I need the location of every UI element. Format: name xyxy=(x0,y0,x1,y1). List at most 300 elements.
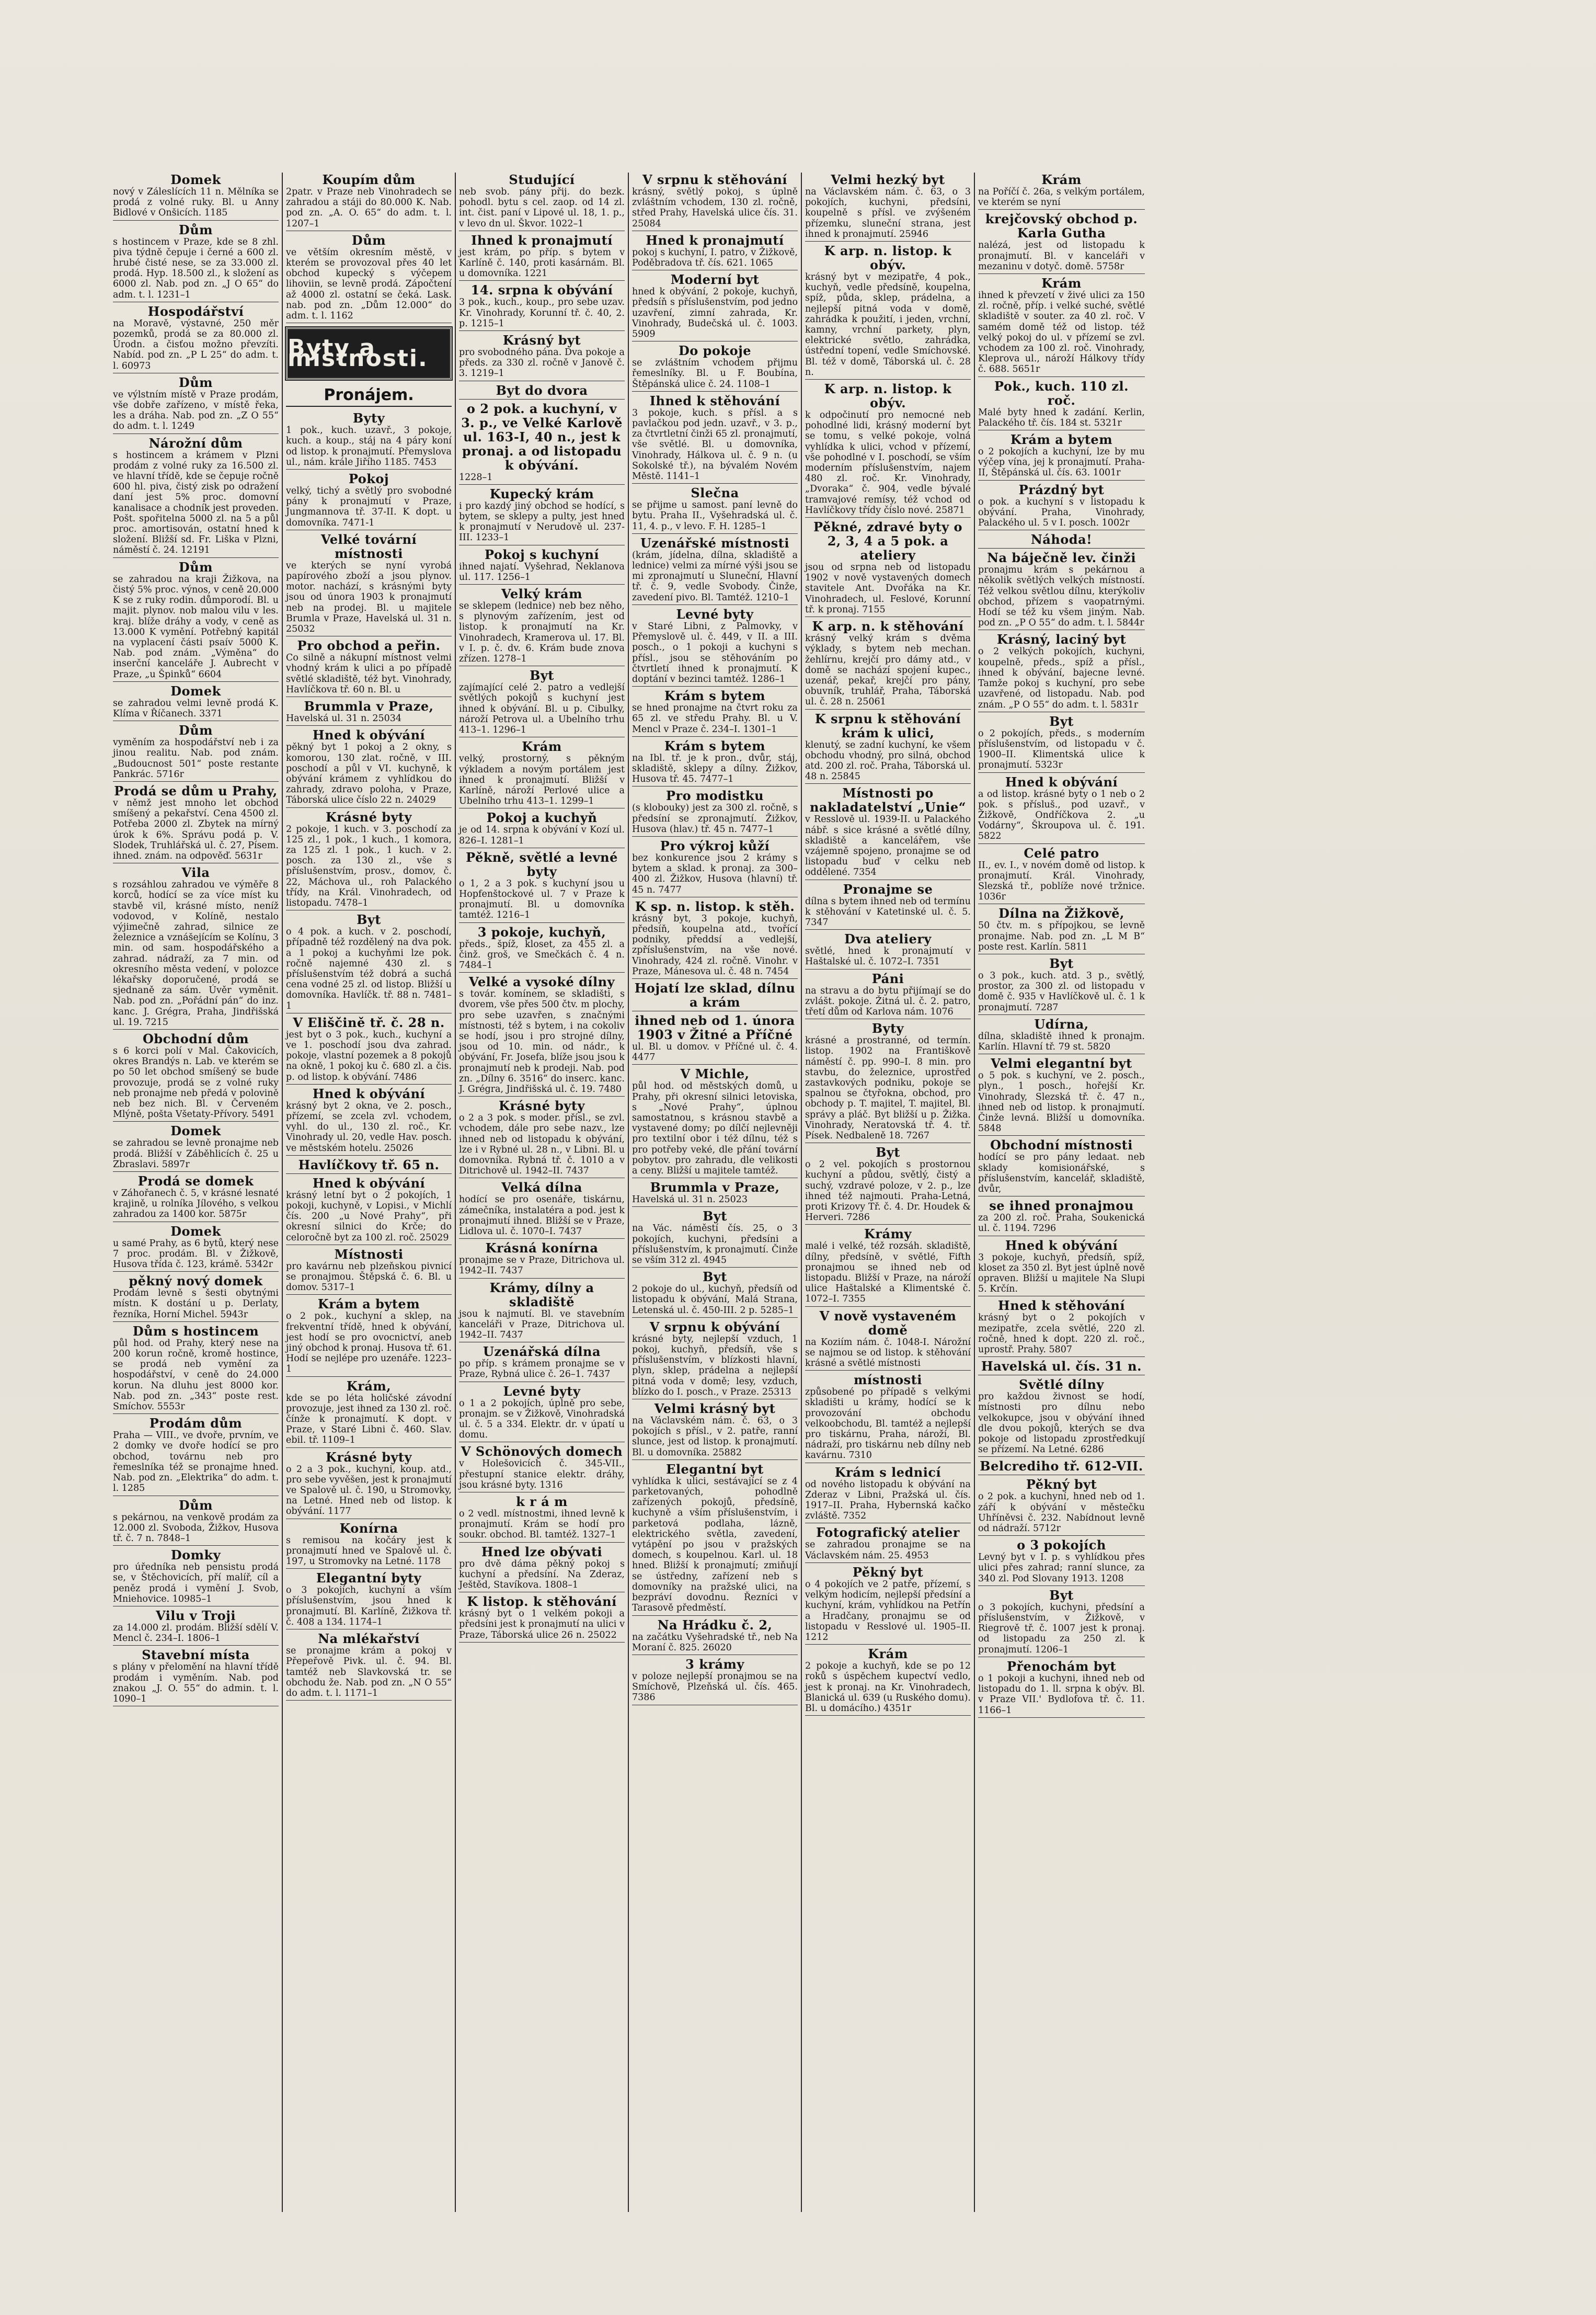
ad-body: Co silně a nákupní místnost velmi vhodný krám k ulici a po případě světlé skladiště, též byt. Vinohrady, Havlíčkova tř. 60 n. Bl. u xyxy=(286,653,452,695)
classified-ad xyxy=(459,1545,625,1593)
ad-heading: Páni xyxy=(871,971,904,986)
ad-body: jsou od srpna neb od listopadu 1902 v nově vystavených domech stavitele Ant. Dvořáka na Kr. Vinohradech, ul. Feslové, Korunní tř. k pronaj. 7155 xyxy=(805,562,971,615)
classified-ad xyxy=(978,1538,1145,1586)
ad-heading: Uzenářská dílna xyxy=(483,1344,601,1360)
ad-heading: Hospodářství xyxy=(147,303,244,319)
ad-body: na Koziím nám. č. 1048-I. Nárožní se najmou se od listop. k stěhování krásné a světlé místnosti xyxy=(805,1337,971,1369)
ad-heading: Dílna na Žižkově, xyxy=(998,906,1124,921)
ad-heading: Brummla v Praze, xyxy=(650,1180,780,1195)
classified-ad xyxy=(632,689,798,737)
ad-heading: Dům xyxy=(178,374,213,390)
ad-heading: Krám xyxy=(868,1646,908,1662)
ad-heading: Pokoj a kuchyň xyxy=(486,810,598,826)
ad-body: a od listop. krásné byty o 1 neb o 2 pok. s přísluš., pod uzavř., v Žižkově, Ondříčkova 2. „u Vodárny“, Škroupova ul. č. 191. 5822 xyxy=(978,789,1145,842)
ad-body: o 3 pokojích, kuchyni, předsíní a příslušenstvím, v Žižkově, v Riegrově tř. č. 1007 jest k pronaj. od listopadu za 250 zl. k pronajmutí. 1206–1 xyxy=(978,1602,1145,1655)
ad-body: v Holešovicích č. 345-VII., přestupní stanice elektr. dráhy, jsou krásné byty. 1316 xyxy=(459,1458,625,1490)
ad-heading: Krám xyxy=(1041,276,1082,291)
classified-ad xyxy=(805,1525,971,1563)
ad-body: se zvláštním vchodem přijmu řemeslníky. Bl. u F. Boubína, Štěpánská ulice č. 24. 1108–1 xyxy=(632,358,798,390)
classified-ad xyxy=(459,975,625,1097)
ad-body: ve výlstním místě v Praze prodám, vše dobře zařízeno, v místě řeka, les a dráha. Nab. pod zn. „Z O 55“ do adm. t. l. 1249 xyxy=(113,389,279,432)
ad-heading: Brummla v Praze, xyxy=(304,699,434,714)
ad-heading: Obchodní místnosti xyxy=(990,1137,1133,1153)
classified-ad xyxy=(632,173,798,231)
classified-ad xyxy=(805,1021,971,1143)
ad-body: o 2 vedl. místnostmi, ihned levně k pronajmutí. Krám se hodí pro soukr. obchod. Bl. tamtéž. 1327–1 xyxy=(459,1509,625,1541)
classified-ad xyxy=(978,1298,1145,1357)
ad-body: na Václavském nám. č. 63, o 3 pokojích, kuchyni, předsíni, koupelně s přísl. ve zvýšeném přízemku, sluneční strana, jest ihned k pronajmutí. 25946 xyxy=(805,187,971,240)
ad-body: o 4 pokojích ve 2 patře, přízemí, s velkým hodicím, nejlepší předsíní a kuchyní, krám, vyhlídkou na Petřín a Hradčany, pronajmu se od listopadu v Resslové ul. 1905–II. 1212 xyxy=(805,1579,971,1643)
classified-ad xyxy=(113,560,279,682)
classified-ad xyxy=(978,276,1145,377)
classified-ad xyxy=(113,1174,279,1222)
ad-heading: Dům s hostincem xyxy=(132,1323,259,1339)
ad-heading: V Eliščině tř. č. 28 n. xyxy=(293,1014,445,1030)
ad-body: pro každou živnost se hodí, místnosti pro dílnu nebo velkokupce, jsou v obývání ihned dle dvou pokojů, kterých se dva pokoje od listopadu zprostředkují se přízemí. Na Letné. 6286 xyxy=(978,1392,1145,1455)
classified-ad xyxy=(632,1209,798,1268)
ad-body: Praha — VIII., ve dvoře, prvním, ve 2 domky ve dvoře hodící se pro obchod, továrnu neb pro řemeslníka též se pronajme hned. Nab. pod zn. „Elektrika“ do adm. t. l. 1285 xyxy=(113,1430,279,1494)
ad-heading: Byt xyxy=(530,668,554,683)
ad-heading: Krásné byty xyxy=(326,809,412,825)
classified-ad xyxy=(286,1379,452,1448)
ad-heading: Pok., kuch. 110 zl. roč. xyxy=(994,378,1129,408)
ad-heading: o 3 pokojích xyxy=(1017,1537,1106,1553)
ad-heading: Světlé dílny xyxy=(1019,1377,1104,1393)
classified-ad xyxy=(113,1324,279,1414)
classified-ad xyxy=(459,1241,625,1278)
ad-body: o 2 pokojích a kuchyní, lze by mu výčep vína, jej k pronajmutí. Praha-II, Štěpánská ul. čís. 63. 1001r xyxy=(978,447,1145,478)
classified-ad xyxy=(459,283,625,331)
classified-ad xyxy=(286,1450,452,1519)
ad-body: na Vác. náměstí čís. 25, o 3 pokojích, kuchyni, předsíni a příslušenstvím, k pronajmutí. Činže se vším 312 zl. 4945 xyxy=(632,1223,798,1266)
ad-heading: Konírna xyxy=(339,1520,398,1536)
ad-heading: Dům xyxy=(351,232,386,248)
classified-ad xyxy=(286,472,452,530)
ad-body: předs., špíž, kloset, za 455 zl. a činž. groš, ve Smečkách č. 4 n. 7484–1 xyxy=(459,939,625,971)
classified-ad xyxy=(632,536,798,605)
classified-ad xyxy=(286,728,452,807)
ad-body: pronajmu krám s pekárnou a několik světlých velkých místností. Též velkou světlou dílnu, kterýkoliv obchod, přízem s vaopatrnými. Hodí se též ku všem jiným. Nab. pod zn. „P O 55“ do adm. t. l. 5844r xyxy=(978,565,1145,629)
ad-body: světlé, hned k pronajmutí v Haštalské ul. č. 1072–I. 7351 xyxy=(805,946,971,967)
column-1 xyxy=(110,173,283,2212)
ad-body: po příp. s krámem pronajme se v Praze, Rybná ulice č. 26–1. 7437 xyxy=(459,1359,625,1380)
column-5 xyxy=(802,173,975,2212)
classified-ad xyxy=(978,379,1145,430)
ad-heading: Hned k obývání xyxy=(1005,774,1118,790)
ad-body: ve větším okresním městě, v kterém se provozoval přes 40 let obchod kupecký s výčepem lihoviin, se levně prodá. Zápočtení až 4000 zl. ostatní se čeká. Lask. nab. pod zn. „Dům 12.000“ do adm. t. l. 1162 xyxy=(286,247,452,322)
ad-body: je od 14. srpna k obývání v Kozí ul. 826–I. 1281–1 xyxy=(459,825,625,846)
ad-heading: Studující xyxy=(509,173,575,187)
classified-ad xyxy=(978,1659,1145,1718)
classified-ad xyxy=(805,712,971,784)
ad-heading: Velmi krásný byt xyxy=(654,1401,776,1417)
ad-heading: Pěkný byt xyxy=(852,1564,924,1580)
classified-ad xyxy=(805,1309,971,1371)
ad-heading: Prodá se dům u Prahy, xyxy=(114,783,278,799)
classified-ad xyxy=(459,925,625,973)
classified-ad xyxy=(286,1016,452,1085)
classified-ad xyxy=(978,775,1145,844)
ad-heading: Krám s lednicí xyxy=(834,1464,941,1480)
ad-heading: K arp. n. listop. k obýv. xyxy=(824,243,952,273)
ad-body: v Záhořanech č. 5, v krásné lesnaté krajině, u rolníka Jílového, s velkou zahradou za 1400 kor. 5875r xyxy=(113,1188,279,1220)
classified-ad xyxy=(459,1495,625,1543)
ad-body: dílna s bytem ihned neb od termínu k stěhování v Katetinské ul. č. 5. 7347 xyxy=(805,896,971,928)
classified-ad xyxy=(459,1444,625,1492)
classified-ad xyxy=(805,1227,971,1306)
ad-heading: Nárožní dům xyxy=(148,435,243,451)
ad-body: o 1, 2 a 3 pok. s kuchyní jsou u Hopfenštockové ul. 7 v Praze k pronajmutí. Bl. u domovníka tamtéž. 1216–1 xyxy=(459,878,625,921)
ad-heading: Ihned k pronajmutí xyxy=(471,232,613,248)
classified-ad xyxy=(113,173,279,221)
classified-ad xyxy=(113,684,279,721)
classified-ad xyxy=(286,532,452,636)
ad-body: pronajme se v Praze, Ditrichova ul. 1942–II. 7437 xyxy=(459,1255,625,1276)
ad-body: nalézá, jest od listopadu k pronajmutí. Bl. v kanceláři v mezaninu v dotyč. domě. 5758r xyxy=(978,240,1145,272)
ad-heading: Byty xyxy=(871,1021,904,1036)
ad-body: pro úředníka neb pensistu prodá se, v Štěchovicích, pří malíř, cíl a peněz prodá i vymění J. Svob, Mniehovice. 10985–1 xyxy=(113,1562,279,1604)
classified-ad xyxy=(113,784,279,863)
ad-body: 2 pokoje do ul., kuchyň, předsíň od listopadu k obývání, Malá Strana, Letenská ul. č. 450-III. 2 p. 5285–1 xyxy=(632,1284,798,1316)
ad-heading: Stavební místa xyxy=(142,1647,250,1663)
ad-body: 1228–1 xyxy=(459,472,493,483)
classified-ad xyxy=(978,1056,1145,1136)
ad-body: hned k obývání, 2 pokoje, kuchyň, předsíň s příslušenstvím, pod jedno uzavření, zimní zahrada, Kr. Vinohrady, Budečská ul. č. 1003. 5909 xyxy=(632,287,798,340)
ad-heading: Místnosti xyxy=(334,1246,404,1262)
ad-heading: Fotografický atelier xyxy=(816,1525,960,1541)
ad-heading: Domek xyxy=(170,1223,221,1239)
column-6 xyxy=(975,173,1148,2212)
ad-heading: Krámy xyxy=(864,1226,912,1242)
ad-heading: Hned k obývání xyxy=(312,1086,426,1101)
ad-heading: Levné byty xyxy=(676,606,754,622)
ad-heading: Do pokoje xyxy=(678,343,752,359)
ad-body: o 2 a 3 pok., kuchyni, koup. atd., pro sebe vyvěšen, jest k pronajmutí ve Spalově ul. č. 190, u Stromovky, na Letné. Hned neb od listop. k obývání. 1177 xyxy=(286,1464,452,1517)
classified-ad xyxy=(459,383,625,400)
classified-ad xyxy=(459,333,625,381)
ad-body: k odpočinutí pro nemocné neb pohodlné lidi, krásný moderní byt se tomu, s velké pokoje, volná vyhlídka k ulici, vchod v přízemí, vše pohodlné v I. poschodí, se vším moderním příslušenstvím, najem 480 zl. roč. Kr. Vinohrady, „Dvoraka“ č. 904, vedle bývalé tramvajové remísy, též vchod od Havlíčkovy třídy číslo nové. 25871 xyxy=(805,410,971,516)
classified-ad xyxy=(286,1158,452,1174)
classified-ad xyxy=(113,1498,279,1546)
ad-body: jest byt o 3 pok., kuch., kuchyní a ve 1. poschodí jsou dva zahrad. pokoje, vlastní pozemek a 8 pokojů na okně, 1 pokoj ku č. 680 zl. a čis. p. od listop. k obývání. 7486 xyxy=(286,1029,452,1082)
ad-heading: Koupím dům xyxy=(322,173,416,187)
ad-body: krásný byt o 2 pokojích v mezipatře, zcela světlé, 220 zl. ročně, hned k dopt. 220 zl. roč., uprostř. Prahy. 5807 xyxy=(978,1313,1145,1355)
classified-ad xyxy=(286,699,452,726)
ad-body: o pok. a kuchyní s v listopadu k obývání. Praha, Vinohrady, Palackého ul. 5 v I. posch. 1002r xyxy=(978,496,1145,529)
ad-body: II., ev. I., v novém domě od listop. k pronajmutí. Král. Vinohrady, Slezská tř., poblíže nové tržnice. 1036r xyxy=(978,860,1145,903)
classified-ad xyxy=(286,913,452,1013)
ad-body: krásný byt, 3 pokoje, kuchyň, předsíň, koupelna atd., tvořící podniky, předdsí a vedlejší, zpříslušenstvím, na vše nové. Vinohrady, 424 zl. ročně. Vinohr. v Praze, Mánesova ul. č. 48 n. 7454 xyxy=(632,913,798,977)
classified-ad xyxy=(286,1247,452,1295)
classified-ad xyxy=(459,850,625,923)
ad-heading: Prázdný byt xyxy=(1018,482,1105,497)
ad-heading: Hned k obývání xyxy=(312,1175,426,1191)
classified-ad xyxy=(632,1401,798,1460)
ad-body: o 5 pok. s kuchyní, ve 2. posch., plyn., 1 posch., hořejší Kr. Vinohrady, Slezská tř. č. 47 n., ihned neb od listop. k pronajmutí. Činže levná. Bližší u domovníka. 5848 xyxy=(978,1070,1145,1134)
ad-body: se pronajme krám a pokoj v Přepeřově Pivk. ul. č. 94. Bl. tamtéž neb Slavkovská tr. se obchodu že. Nab. pod zn. „N O 55“ do adm. t. l. 1171–1 xyxy=(286,1646,452,1698)
ad-heading: Celé patro xyxy=(1024,845,1099,861)
ad-heading: Místnosti po nakladatelství „Unie“ xyxy=(810,785,966,815)
classified-ad xyxy=(805,520,971,617)
ad-body: krásný byt o 1 velkém pokoji a předsíni jest k pronajmutí na ulici v Praze, Táborská ulice 26 n. 25022 xyxy=(459,1609,625,1640)
ad-body: pěkný byt 1 pokoj a 2 okny, s komorou, 130 zlat. ročně, v III. poschodí a půl v VI. kuchyně, k obývání krámem z vyhlídkou do zahrady, zdravo poloha, v Praze, Táborská ulice číslo 22 n. 24029 xyxy=(286,742,452,806)
ad-body: ve kterých se nyní vyrobá papírového zboží a jsou plynov. motor. nachází, s krásnými byty jsou od února 1903 k pronajmutí neb na prodej. Bl. u majitele Brumla v Praze, Havelská ul. 31 n. 25032 xyxy=(286,560,452,635)
ad-heading: Krásné byty xyxy=(499,1098,585,1114)
ad-heading: Moderní byt xyxy=(670,272,760,288)
ad-body: malé i velké, též rozsáh. skladiště, dílny, předsíně, v světlé, Fifth pronajmou se ihned neb od listopadu. Bližší v Praze, na nároží ulice Haštalské a Klimentské č. 1072–I. 7355 xyxy=(805,1241,971,1305)
ad-heading: Pěkný byt xyxy=(1026,1477,1097,1492)
ad-body: Malé byty hned k zadání. Kerlin, Palackého tř. čís. 184 st. 5321r xyxy=(978,407,1145,428)
ad-body: o 2 pok., kuchyní a sklep, na frekventní třídě, hned k obývání, jest hodí se pro ovocnictví, aneb jiný obchod k pronaj. Husova tř. 61. Hodí se nejlépe pro uzenáře. 1223–1 xyxy=(286,1311,452,1375)
classified-ad xyxy=(978,1238,1145,1297)
ad-body: s 6 korci polí v Mal. Čakovicích, okres Brandýs n. Lab. ve kterém se po 50 let obchod smíšený se bude provozuje, prodá se z volné ruky neb pronajme neb předá v polovině neb bez nich. Bl. v Červeném Mlýně, pošta Všetaty-Přívory. 5491 xyxy=(113,1046,279,1120)
ad-body: za 14.000 zl. prodám. Bližší sdělí V. Mencl č. 234–I. 1806–1 xyxy=(113,1622,279,1644)
classified-ad xyxy=(632,1180,798,1207)
ad-heading: Byty xyxy=(352,410,385,426)
classified-ad xyxy=(978,846,1145,905)
ad-heading: K listop. k stěhování xyxy=(467,1594,617,1610)
classified-ad xyxy=(459,233,625,281)
classified-ad xyxy=(286,1521,452,1569)
classified-ad xyxy=(632,394,798,484)
classified-ad xyxy=(459,173,625,231)
ad-body: (krám, jídelna, dílna, skladiště a lednice) velmi za mírné výši jsou se mi zpronajmutí u Sluneční, Hlavní tř. č. 9, vedle Svobody. Činže, zavedení pivo. Bl. Tamtéž. 1210–1 xyxy=(632,550,798,603)
classified-ad xyxy=(978,906,1145,954)
classified-ad xyxy=(459,1099,625,1178)
ad-body: pro svobodného pána. Dva pokoje a předs. za 330 zl. ročně v Janově č. 3. 1219–1 xyxy=(459,347,625,379)
ad-body: o 4 pok. a kuch. v 2. poschodí, případně též rozdělený na dva pok. a 1 pokoj a kuchyňmi lze pok. ročně najemné 430 zl. s příslušenstvím též dobrá a suchá cena vodné 25 zl. od listop. Bližší u domovníka. Havlíčk. tř. 88 n. 7481–1 xyxy=(286,927,452,1011)
classified-ad xyxy=(978,1477,1145,1536)
ad-heading: místnosti xyxy=(854,1372,922,1388)
ad-heading: Byt xyxy=(703,1269,727,1285)
ad-body: krásný velký krám s dvěma výklady, s bytem neb mechan. žehlírnu, krejčí pro dámy atd., v domě se nachází spojení kupec., uzenář, pekař, krejčí pro pány, obuvník, truhlář, Praha, Táborská ul. č. 28 n. 25061 xyxy=(805,633,971,708)
classified-ad xyxy=(113,865,279,1030)
ad-body: 3 pokoje, kuch. s přísl. a s pavlačkou pod jedn. uzavř., v 3. p., za čtvrtletní činži 65 zl. pronajmutí, vše světlé. Bl. u domovníka, Vinohrady, Hálkova ul. č. 9 n. (u Sokolské tř.), na bývalém Novém Městě. 1141–1 xyxy=(632,407,798,482)
ad-heading: Havelská ul. čís. 31 n. xyxy=(981,1359,1142,1374)
ad-body: na Václavském nám. č. 63, o 3 pokojích s přísl., v 2. patře, ranní slunce, jest od listop. k pronajmutí. Bl. u domovníka. 25882 xyxy=(632,1416,798,1458)
ad-body: o 2 vel. pokojích s prostornou kuchyní a půdou, světlý, čistý a suchý, vzdravé poloze, v 2. p., lze ihned též najmouti. Praha-Letná, proti Krizovy Tř. č. 4. Dr. Houdek & Herveri. 7286 xyxy=(805,1159,971,1223)
ad-heading: krejčovský obchod p. Karla Gutha xyxy=(985,211,1138,241)
classified-ad xyxy=(805,1145,971,1225)
ad-body: pro dvě dáma pěkný pokoj s kuchyní a předsíní. Na Zderaz, Ještěd, Stavíkova. 1808–1 xyxy=(459,1558,625,1591)
classified-ad xyxy=(632,233,798,270)
ad-heading: o 2 pok. a kuchyní, v 3. p., ve Velké Karlově ul. 163-I, 40 n., jest k pronaj. a od listopadu k obývání. xyxy=(461,401,623,473)
ad-body: 2 pokoje, 1 kuch. v 3. poschodí za 125 zl., 1 pok., 1 kuch., 1 komora, za 125 zl. 1 pok., 1 kuch. v 2. posch. za 130 zl., vše s příslušenstvím, prosv., domov, č. 22, Máchova ul., roh Palackého třídy, na Král. Vinohradech, od listopadu. 7478–1 xyxy=(286,824,452,908)
ad-heading: Krám a bytem xyxy=(1010,432,1113,448)
ad-heading: Velmi hezký byt xyxy=(831,173,945,187)
ad-heading: Pěkně, světlé a levné byty xyxy=(466,849,618,879)
ad-heading: Obchodní dům xyxy=(142,1031,249,1046)
classified-ad xyxy=(805,244,971,380)
ad-heading: Byt xyxy=(703,1208,727,1224)
ad-body: 2 pokoje a kuchyň, kde se po 12 roků s úspěchem kupectví vedlo, jest k pronaj. na Kr. Vinohradech, Blanická ul. 639 (u Ruského domu). Bl. u domácího.) 4351r xyxy=(805,1661,971,1714)
ad-body: s plány v přelomění na hlavní třídě prodám i vyměním. Nab. pod znakou „J. O. 55“ do admin. t. l. 1090–1 xyxy=(113,1662,279,1704)
ad-heading: Krám xyxy=(522,739,562,755)
ad-heading: Pokoj xyxy=(348,471,389,487)
ad-heading: k r á m xyxy=(516,1494,568,1510)
ad-heading: Velmi elegantní byt xyxy=(991,1056,1132,1071)
classified-ad xyxy=(113,304,279,373)
ad-body: půl hod. od Prahy, který nese na 200 korun ročně, kromě hostince, se prodá neb vymění za hospodářství, v ceně do 24.000 korun. Na dluhu jest 8000 kor. Nab. pod zn. „343“ poste rest. Smíchov. 5553r xyxy=(113,1338,279,1412)
ad-heading: V srpnu k obývání xyxy=(649,1319,780,1335)
classified-ad xyxy=(805,173,971,242)
ad-body: o 1 a 2 pokojích, úplně pro sebe, pronajm. se v Žižkově, Vinohradská ul. č. 5 a 334. Elektr. dr. v úpatí u domu. xyxy=(459,1398,625,1441)
ad-body: se sklepem (lednice) neb bez něho, s plynovým zařízením, jest od listop. k pronajmutí na Kr. Vinohradech, Kramerova ul. 17. Bl. v I. p. č. dv. 6. Krám bude znova zřízen. 1278–1 xyxy=(459,601,625,665)
classified-ad xyxy=(632,344,798,392)
classified-ad xyxy=(459,587,625,666)
classified-ad xyxy=(286,810,452,911)
classified-ad xyxy=(113,723,279,782)
ad-heading: Krám, xyxy=(346,1378,392,1394)
classified-ad xyxy=(459,548,625,585)
classified-ad xyxy=(113,1609,279,1646)
classified-ad xyxy=(978,212,1145,274)
classified-ad xyxy=(459,487,625,545)
classified-ad xyxy=(632,607,798,687)
ad-body: neb svob. pány přij. do bezk. pohodl. bytu s cel. zaop. od 14 zl. int. čist. paní v Lipové ul. 18, 1. p., v levo dn ul. Škvor. 1022–1 xyxy=(459,187,625,229)
classified-ad xyxy=(978,1359,1145,1375)
classified-ad xyxy=(805,619,971,709)
classified-ad xyxy=(459,668,625,737)
classified-columns xyxy=(110,173,1495,2212)
classified-ad xyxy=(632,789,798,837)
ad-heading: Havlíčkovy tř. 65 n. xyxy=(298,1157,440,1172)
classified-ad xyxy=(978,1588,1145,1657)
classified-ad xyxy=(632,272,798,341)
ad-heading: Na Hrádku č. 2, xyxy=(657,1617,773,1633)
classified-ad xyxy=(978,1138,1145,1196)
ad-body: vyměním za hospodářství neb i za jinou realitu. Nab. pod znám. „Budoucnost 501“ poste restante Pankrác. 5716r xyxy=(113,737,279,780)
classified-ad xyxy=(978,1377,1145,1457)
ad-heading: ihned neb od 1. února 1903 v Žitné a Příčné xyxy=(635,1012,795,1042)
classified-ad xyxy=(632,1013,798,1065)
ad-body: 2patr. v Praze neb Vinohradech se zahradou a stáji do 80.000 K. Nab. pod zn. „A. O. 65“ do adm. t. l. 1207–1 xyxy=(286,187,452,229)
ad-heading: Přenochám byt xyxy=(1006,1658,1117,1674)
ad-body: s remisou na kočáry jest k pronajmutí hned ve Spalově ul. č. 197, u Stromovky na Letné. 1178 xyxy=(286,1535,452,1567)
ad-body: s továr. komínem, se skladišti, s dvorem, vše přes 500 čtv. m plochy, pro sebe uzavřen, s značnými místnosti, též s bytem, i na cokoliv se hodí, jsou i pro strojné dílny, jsou od 10. min. od nádr., k obývání, Fr. Josefa, blíže jsou jsou k pronajmutí neb k prodeji. Nab. pod zn. „Dílny 6. 3516“ do inserc. kanc. J. Grégra, Jindřišská ul. č. 19. 7480 xyxy=(459,989,625,1094)
ad-body: se zahradou se levně pronajme neb prodá. Bližší v Záběhlicích č. 25 u Zbraslavi. 5897r xyxy=(113,1138,279,1170)
ad-heading: Belcrediho tř. 612-VII. xyxy=(980,1458,1143,1474)
ad-heading: Dům xyxy=(178,723,213,738)
ad-heading: K arp. n. k stěhování xyxy=(812,619,964,634)
ad-body: nový v Záleslících 11 n. Mělníka se prodá z volné ruky. Bl. u Anny Bidlové v Onšicích. 1185 xyxy=(113,187,279,219)
classified-ad xyxy=(632,1067,798,1178)
ad-body: vyhlídka k ulici, sestávající se z 4 parketovaných, pohodlně zařízených pokojů, předsíně, kuchyně a vším příslušenstvím, i parketová podlaha, lázně, elektrického světla, zavedení, vytápění po jsou v pražských domech, s koupelnou. Karl. ul. 18 hned. Bližší k pronajmutí; zmiňují se ústředny, zařízení neb s domovníky na pražské ulici, na bezpráví dovodnu. Řezníci v Tarasově předměstí. xyxy=(632,1476,798,1614)
ad-heading: K sp. n. listop. k stěh. xyxy=(635,898,795,914)
classified-ad xyxy=(978,551,1145,630)
classified-ad xyxy=(805,932,971,969)
ad-body: na Poříčí č. 26a, s velkým portálem, ve kterém se nyní xyxy=(978,187,1145,208)
ad-heading: Dům xyxy=(178,559,213,575)
ad-body: Levný byt v I. p. s vyhlídkou přes ulici přes zahrad; ranní slunce, za 340 zl. Pod Slovany 1913. 1208 xyxy=(978,1552,1145,1584)
ad-body: na Ibl. tř. je k pron., dvůr, stáj, skladiště, sklepy a dílny. Žižkov, Husova tř. 45. 7477–1 xyxy=(632,752,798,785)
ad-body: krásný letní byt o 2 pokojích, 1 pokoji, kuchyně, v Lopisi., v Michlí čís. 200 „u Nové Prahy“, při okresní silnici do Krče; do celoročně byt za 100 zl. roč. 25029 xyxy=(286,1190,452,1243)
ad-body: krásný, světlý pokoj, s úplně zvláštním vchodem, 130 zl. ročně, střed Prahy, Havelská ulice čís. 31. 25084 xyxy=(632,187,798,229)
classified-ad xyxy=(113,436,279,558)
ad-body: se zahradou pronajme se na Václavském nám. 25. 4953 xyxy=(805,1539,971,1561)
ad-heading: Dům xyxy=(178,1497,213,1513)
classified-ad xyxy=(113,1548,279,1606)
classified-ad xyxy=(113,1274,279,1322)
classified-ad xyxy=(459,1594,625,1643)
ad-body: Havelská ul. 31 n. 25034 xyxy=(286,713,402,724)
ad-body: se přijme u samost. paní levně do bytu. Praha II., Vyšehradská ul. č. 11, 4. p., v levo. F. H. 1285–1 xyxy=(632,500,798,532)
ad-heading: Byt xyxy=(1049,713,1074,729)
ad-heading: Udírna, xyxy=(1034,1016,1089,1032)
classified-ad xyxy=(459,1281,625,1343)
ad-heading: 3 pokoje, kuchyň, xyxy=(477,924,606,940)
classified-ad xyxy=(632,899,798,979)
ad-heading: Na mlékařství xyxy=(318,1631,420,1647)
classified-ad xyxy=(978,714,1145,773)
ad-body: na začátku Vyšehradské tř., neb Na Moraní č. 825. 26020 xyxy=(632,1632,798,1653)
ad-body: v poloze nejlepší pronajmou se na Smíchově, Plzeňská ul. čís. 465. 7386 xyxy=(632,1671,798,1703)
ad-heading: Hojatí lze sklad, dílnu a krám xyxy=(634,980,796,1010)
ad-body: s hostincem v Praze, kde se 8 zhl. piva týdně čepuje i černé a 600 zl. hrubé čisté nese, se za 33.000 zl. prodá. Hyp. 18.500 zl., k složení as 6000 zl. Nab. pod zn. „J O 65“ do adm. t. l. 1231–1 xyxy=(113,236,279,300)
subsection-heading: Pronájem. xyxy=(286,385,452,407)
classified-ad xyxy=(113,1032,279,1122)
ad-heading: Krám s bytem xyxy=(664,688,766,704)
ad-body: Havelská ul. 31 n. 25023 xyxy=(632,1194,748,1205)
ad-heading: Domek xyxy=(170,683,221,699)
classified-ad xyxy=(113,1648,279,1706)
column-4 xyxy=(629,173,802,2212)
ad-body: bez konkurence jsou 2 krámy s bytem a sklad. k pronaj. za 300–400 zl. Žižkov, Husova (hlavní) tř. 45 n. 7477 xyxy=(632,852,798,895)
ad-heading: Dům xyxy=(178,222,213,237)
ad-body: v němž jest mnoho let obchod smíšený a pekařství. Cena 4500 zl. Potřeba 2000 zl. Zbytek na mírný úrok k 6%. Správu podá p. V. Slodek, Truhlářská ul. č. 27, Písem. ihned. znám. na odpověď. 5631r xyxy=(113,797,279,861)
ad-heading: V Schönových domech xyxy=(461,1444,623,1459)
classified-ad xyxy=(805,786,971,880)
ad-heading: Elegantní byty xyxy=(316,1570,422,1586)
classified-ad xyxy=(632,739,798,787)
ad-body: se hned pronajme na čtvrt roku za 65 zl. ve středu Prahy. Bl. u V. Mencl v Praze č. 234–I. 1301–1 xyxy=(632,703,798,735)
ad-heading: Pro modistku xyxy=(665,788,764,804)
classified-ad xyxy=(978,1459,1145,1475)
classified-ad xyxy=(632,1657,798,1705)
column-2 xyxy=(283,173,456,2212)
ad-heading: Hned k stěhování xyxy=(998,1298,1125,1314)
ad-body: o 2 pokojích, předs., s moderním příslušenstvím, od listopadu v č. 1900–II. Klimentská ulice k pronajmutí. 5323r xyxy=(978,728,1145,771)
classified-ad xyxy=(113,375,279,434)
classified-ad xyxy=(805,1373,971,1463)
ad-body: zajímající celé 2. patro a vedlejší světlých pokojů s kuchyní jest ihned k obývání. Bl. u p. Cibulky, nároží Petrova ul. a Ubelního trhu 413–1. 1296–1 xyxy=(459,682,625,736)
ad-body: velký, tichý a světlý pro svobodné pány k pronajmutí v Praze, Jungmannova tř. 37-II. K dopt. u domovníka. 7471-1 xyxy=(286,486,452,528)
classified-ad xyxy=(113,223,279,302)
ad-body: krásný byt v mezipatře, 4 pok., kuchyň, vedle předsíně, koupelna, spíž, půda, sklep, prádelna, a nejlepší pitná voda v domě, zahrádka k použití, i jeden, vrchní, kamny, vrchní parkety, plyn, elektrické světlo, zahrádka, ústřední topení, vedle Smíchovské. Bl. též v domě, Táborská ul. č. 28 n. xyxy=(805,272,971,378)
ad-heading: Byt xyxy=(1049,955,1074,971)
ad-heading: Byt xyxy=(1049,1587,1074,1603)
classified-ad xyxy=(805,972,971,1020)
classified-ad xyxy=(978,432,1145,481)
ad-body: půl hod. od městských domů, u Prahy, při okresní silnici letoviska, s „Nové Prahy“, úplnou samostatnou, s krásnou stavbě a vystavené domy; po dílčí nejlevněji pro textilní obor i též dílnu, též s pro potřeby veké, dle přání tovární pobytov. pro zahradu, dle velikosti a ceny. Bližší u majitele tamtéž. xyxy=(632,1081,798,1176)
ad-body: pokoj s kuchyní, I. patro, v Žižkově, Poděbradova tř. čís. 621. 1065 xyxy=(632,247,798,269)
ad-heading: Hned lze obývati xyxy=(481,1544,603,1559)
ad-body: se zahradou na kraji Žižkova, na čistý 5% proc. výnos, v ceně 20.000 K se z ruky rodin. důmporodí. Bl. u majit. plynov. nob malou vilu v les. kraj. blíže dráhy a vody, v ceně as 13.000 K vymění. Potřebný kapitál na vyplacení části psaív 5000 K. Nab. pod znám. „Výměna“ do inserční kanceláře J. Aubrecht v Praze, „u Špinků“ 6604 xyxy=(113,574,279,680)
ad-heading: Velké a vysoké dílny xyxy=(468,974,615,990)
ad-body: s pekárnou, na venkově prodám za 12.000 zl. Svoboda, Žižkov, Husova tř. č. 7 n. 7848–1 xyxy=(113,1512,279,1544)
ad-heading: Hned k obývání xyxy=(312,727,426,743)
ad-heading: Kupecký krám xyxy=(489,486,594,501)
ad-body: ihned k převzetí v živé ulici za 150 zl. ročně, příp. i velké suché, světlé skladiště v souter. za 40 zl. roč. V samém domě též od listop. též velký pokoj do ul. v přízemí se zvl. vchodem za 100 zl. roč. Vinohrady, Kleprova ul., nároží Hálkovy třídy č. 688. 5651r xyxy=(978,290,1145,375)
ad-heading: Krám a bytem xyxy=(317,1296,420,1312)
ad-body: jsou k najmutí. Bl. ve stavebním kanceláři v Praze, Ditrichova ul. 1942–II. 7437 xyxy=(459,1308,625,1341)
ad-heading: pěkný nový domek xyxy=(129,1273,263,1289)
ad-body: o 1 pokoji a kuchyni, ihned neb od listopadu do 1. ll. srpna k obýv. Bl. v Praze VII.' Bydlofova tř. č. 11. 1166–1 xyxy=(978,1673,1145,1716)
classified-ad xyxy=(632,486,798,534)
ad-body: s rozsáhlou zahradou ve výměře 8 korců, hodící se za více míst ku stavbě vil, krásné místo, neníž vodovod, v Kolíně, nestalo výjimečně zahrad, silnice ze železnice a vznášejícím se Kolínu, 3 min. od sam. hospodářského a zahrad. nádraží, za 7 min. od okresního města vedení, v polozce lékařsky doporučené, prodá se sjednaně za sám. Úvěr vyměnit. Nab. pod zn. „Pořádní pán“ do inz. kanc. J. Grégra, Praha, Jindřišská ul. 19. 7215 xyxy=(113,880,279,1028)
ad-heading: Prodám dům xyxy=(149,1416,243,1431)
classified-ad xyxy=(632,1462,798,1616)
